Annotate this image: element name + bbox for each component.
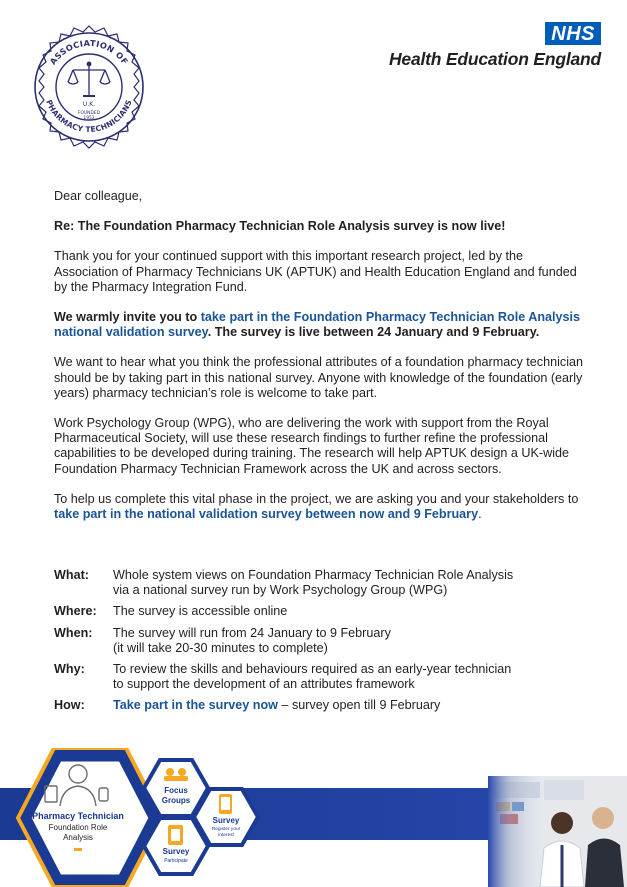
- detail-value: via a national survey run by Work Psychology Group (WPG): [113, 583, 448, 598]
- mobile-phone-icon: [219, 794, 232, 814]
- detail-value: The survey is accessible online: [113, 604, 288, 619]
- invite-prefix: We warmly invite you to: [54, 310, 201, 325]
- survey-link-1[interactable]: take part in the Foundation Pharmacy Technician Role Analysis national validation survey: [54, 310, 581, 340]
- detail-row-when: [54, 626, 594, 656]
- letter-body: [54, 189, 584, 537]
- clipboard-icon: [168, 825, 183, 845]
- balance-scale-icon: [68, 62, 110, 96]
- survey-participate-title: Survey: [162, 847, 190, 856]
- aptuk-seal-logo: [26, 24, 152, 150]
- pharmacy-photo: [488, 776, 627, 887]
- detail-value: to support the development of an attributes framework: [113, 677, 415, 692]
- detail-row-where: [54, 604, 594, 619]
- detail-row-what: [54, 568, 594, 598]
- salutation: Dear colleague,: [54, 189, 143, 203]
- detail-row-how: [54, 698, 594, 713]
- seal-year: 1952: [83, 116, 95, 121]
- paragraph-intro: Thank you for your continued support with this important research project, led by the Association of Pharmacy Technicians UK (APTUK) and Health Education England and funded by the Pharmacy Integration Fund.: [54, 249, 577, 294]
- detail-value: (it will take 20-30 minutes to complete): [113, 640, 328, 655]
- survey-link-2[interactable]: take part in the national validation survey between now and 9 February: [54, 507, 479, 522]
- survey-register-sub2: interest: [218, 833, 234, 838]
- focus-hex-line1: Focus: [164, 786, 188, 795]
- main-hex-sub2: Analysis: [63, 833, 93, 842]
- survey-participate-sub: Participate: [164, 858, 188, 864]
- paragraph-invite: [54, 310, 584, 340]
- help-suffix: .: [478, 507, 482, 522]
- footer-banner: [0, 748, 627, 887]
- invite-suffix: . The survey is live between 24 January and 9 February.: [207, 325, 540, 340]
- how-rest: – survey open till 9 February: [277, 698, 441, 713]
- seal-ring-bottom: PHARMACY TECHNICIANS: [44, 98, 134, 135]
- paragraph-wpg: Work Psychology Group (WPG), who are delivering the work with support from the Royal Pharmaceutical Society, will use these research findings to further refine the professional capabilities to be developed during training. The research will help APTUK design a UK-wide Foundation Pharmacy Technician Framework across the UK and across sectors.: [54, 416, 570, 476]
- focus-hex-line2: Groups: [161, 796, 191, 805]
- survey-register-sub1: Register your: [211, 827, 241, 832]
- subject-line: Re: The Foundation Pharmacy Technician Role Analysis survey is now live!: [54, 219, 506, 234]
- help-prefix: To help us complete this vital phase in the project, we are asking you and your stakeholders to: [54, 491, 579, 506]
- role-analysis-hexagon: [18, 748, 162, 887]
- organisation-name: Health Education England: [388, 49, 601, 69]
- detail-label: Where:: [54, 604, 97, 619]
- main-hex-sub1: Foundation Role: [48, 823, 108, 832]
- seal-centre-text: U.K.: [82, 101, 96, 108]
- detail-label: What:: [54, 568, 89, 582]
- detail-label: Why:: [54, 662, 85, 677]
- survey-register-hexagon: [194, 789, 258, 845]
- detail-value: To review the skills and behaviours required as an early-year technician: [113, 662, 512, 677]
- detail-label: How:: [54, 698, 85, 713]
- seal-founded: FOUNDED: [77, 111, 101, 116]
- detail-value: Whole system views on Foundation Pharmacy Technician Role Analysis: [113, 568, 514, 582]
- detail-value: The survey will run from 24 January to 9 February: [113, 625, 391, 640]
- paragraph-attributes: We want to hear what you think the professional attributes of a foundation pharmacy technician should be by taking part in this national survey. Anyone with knowledge of the foundation (early years) pharmacy technician’s role is welcome to take part.: [54, 355, 584, 400]
- nhs-header: [389, 22, 601, 70]
- survey-register-title: Survey: [212, 816, 240, 825]
- seal-ring-top: ASSOCIATION OF: [47, 37, 131, 67]
- take-survey-link[interactable]: Take part in the survey now: [113, 698, 278, 713]
- detail-row-why: [54, 662, 594, 692]
- paragraph-help: [54, 492, 584, 522]
- main-hex-title: Pharmacy Technician: [32, 811, 124, 821]
- detail-label: When:: [54, 625, 93, 640]
- details-list: [54, 568, 594, 720]
- nhs-logo: NHS: [545, 22, 601, 45]
